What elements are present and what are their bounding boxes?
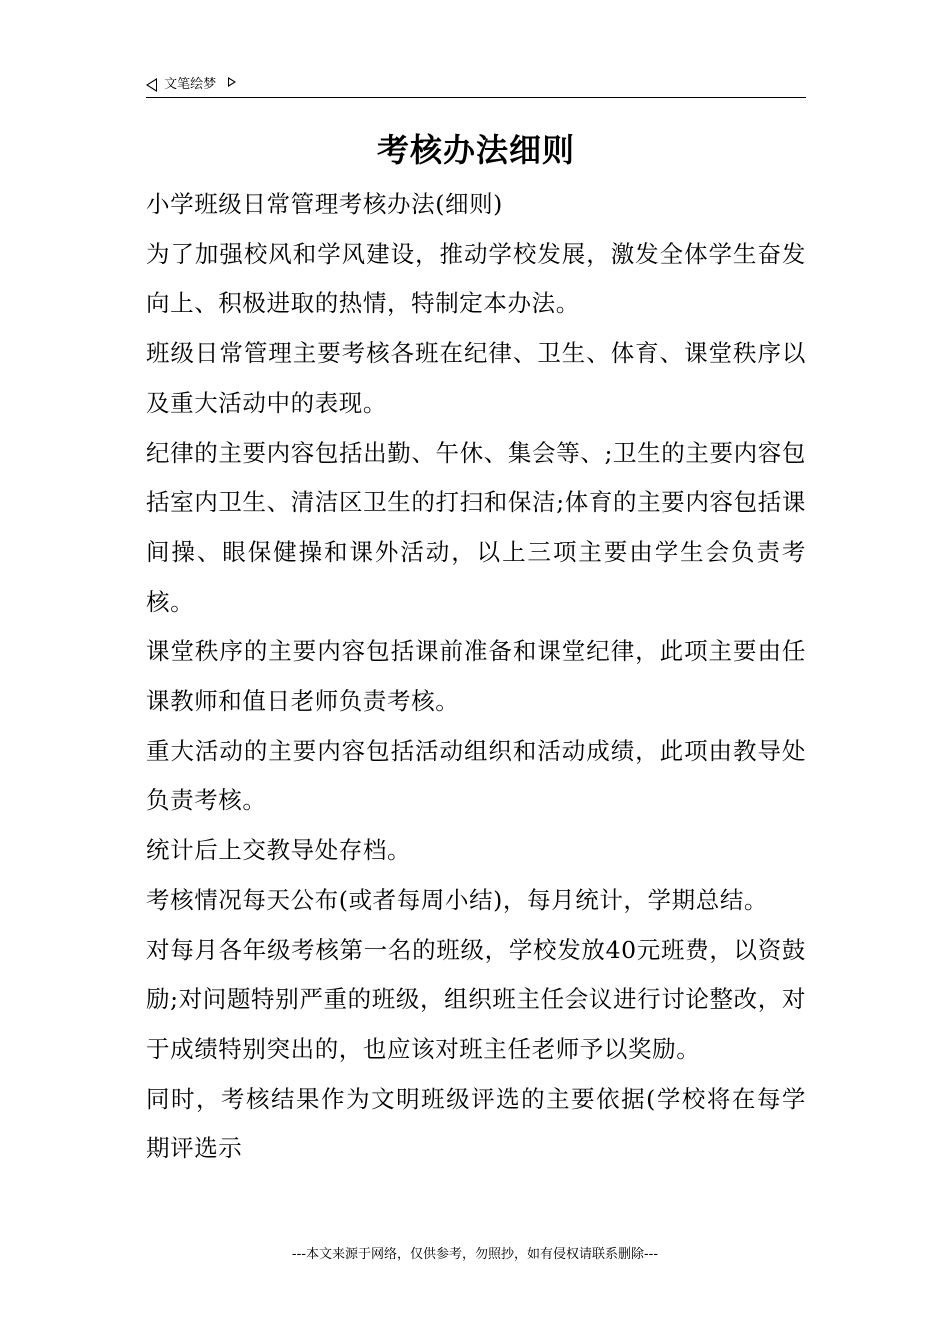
paragraph: 重大活动的主要内容包括活动组织和活动成绩，此项由教导处负责考核。 [146,736,806,815]
triangle-left-icon [146,78,157,92]
paragraph: 纪律的主要内容包括出勤、午休、集会等、;卫生的主要内容包括室内卫生、清洁区卫生的打扫和保洁;体育的主要内容包括课间操、眼保健操和课外活动，以上三项主要由学生会负责考核。 [146,438,806,616]
header-label: 文笔绘梦 [164,77,217,92]
triangle-right-icon [228,77,236,87]
paragraph: 为了加强校风和学风建设，推动学校发展，激发全体学生奋发向上、积极进取的热情，特制定本办法。 [146,239,806,318]
document-title: 考核办法细则 [376,131,575,169]
paragraph: 班级日常管理主要考核各班在纪律、卫生、体育、课堂秩序以及重大活动中的表现。 [146,339,806,417]
page-header [146,74,806,96]
paragraph: 小学班级日常管理考核办法(细则) [146,190,503,218]
document-body [146,180,806,1174]
header-divider [146,97,806,98]
paragraph: 统计后上交教导处存档。 [146,836,412,865]
paragraph: 考核情况每天公布(或者每周小结)，每月统计，学期总结。 [146,885,769,914]
paragraph: 对每月各年级考核第一名的班级，学校发放40元班费，以资鼓励;对问题特别严重的班级，组织班主任会议进行讨论整改，对于成绩特别突出的，也应该对班主任老师予以奖励。 [146,935,806,1063]
paragraph: 同时，考核结果作为文明班级评选的主要依据(学校将在每学期评选示 [146,1084,806,1163]
page-footer: ---本文来源于网络，仅供参考，勿照抄，如有侵权请联系删除--- [291,1247,659,1262]
paragraph: 课堂秩序的主要内容包括课前准备和课堂纪律，此项主要由任课教师和值日老师负责考核。 [146,637,806,716]
